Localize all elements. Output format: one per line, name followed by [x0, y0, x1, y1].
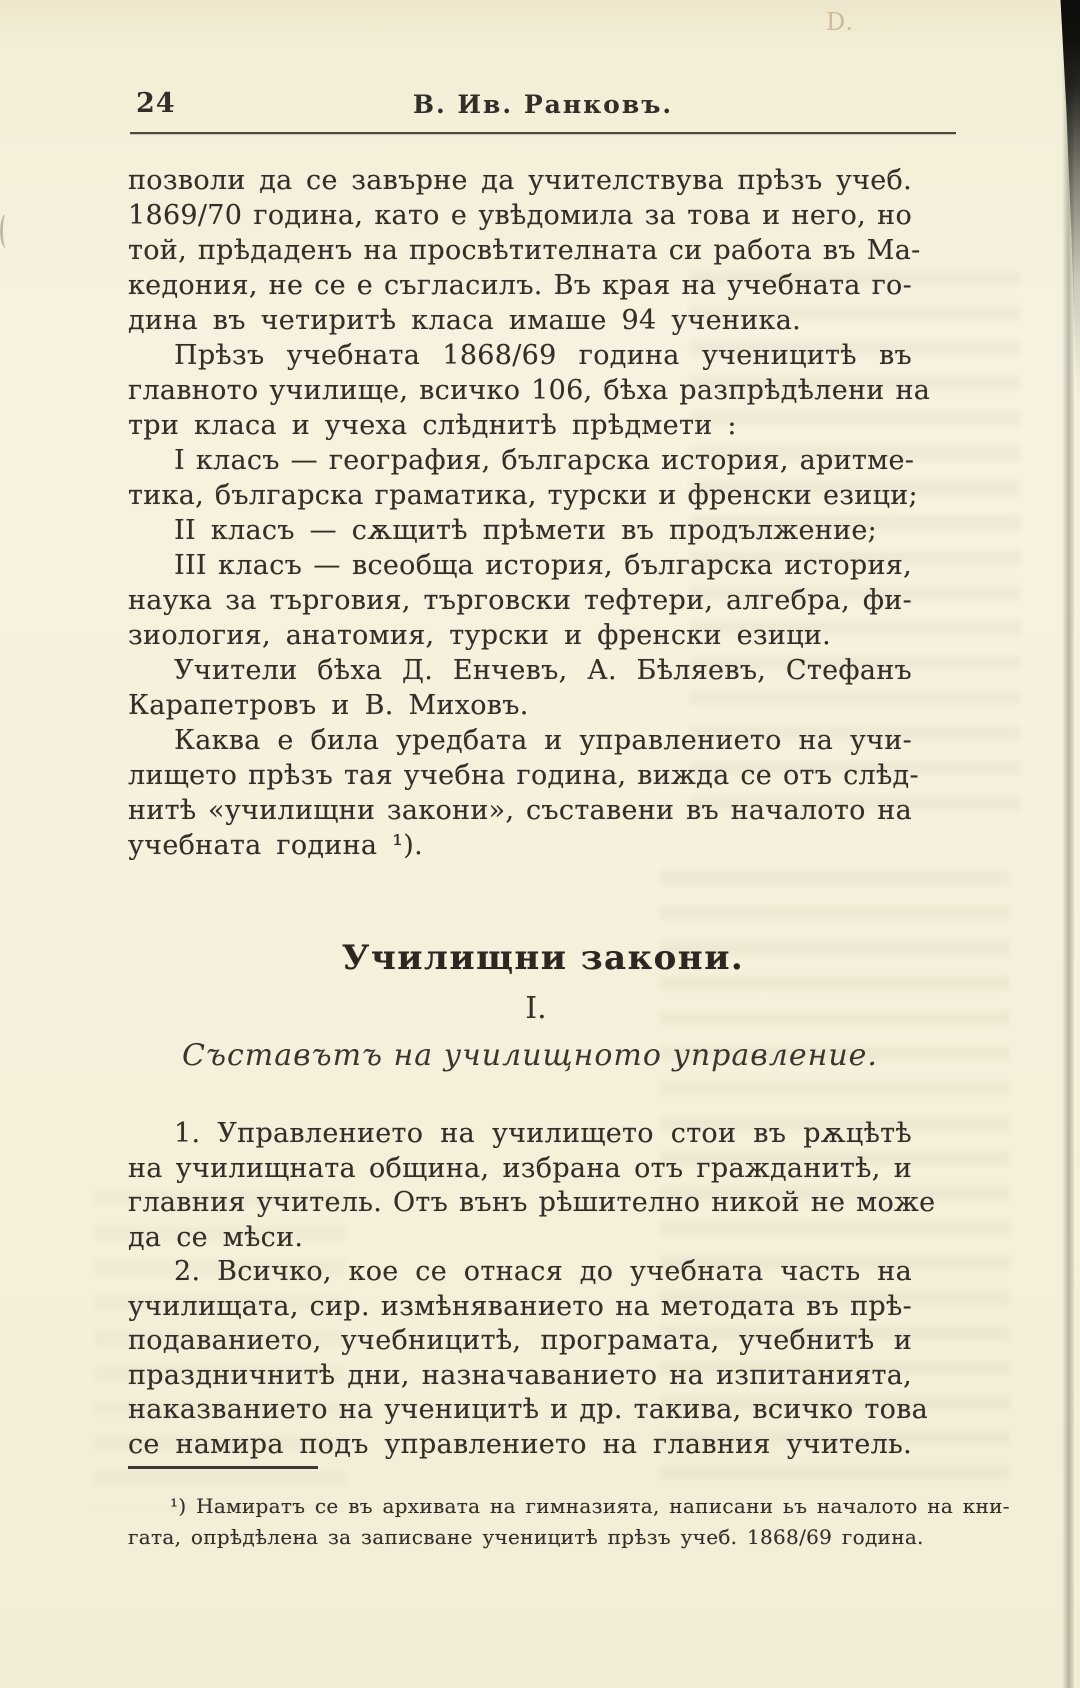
header-rule	[130, 132, 956, 134]
text-line: Учители бѣха Д. Енчевъ, А. Бѣляевъ, Стефанъ	[174, 655, 912, 686]
text-line: Каква е била уредбата и управлението на учи-	[174, 725, 912, 756]
text-line: той, прѣдаденъ на просвѣтителната си работа въ Ма-	[128, 235, 921, 266]
text-line: училищата, сир. измѣняванието на методата въ прѣ-	[128, 1290, 912, 1322]
section-heading: Училищни закони.	[341, 938, 745, 978]
text-line: наука за търговия, търговски тефтери, алгебра, фи-	[128, 585, 912, 616]
text-line: Прѣзъ учебната 1868/69 година ученицитѣ въ	[174, 340, 912, 371]
text-line: да се мѣси.	[128, 1221, 304, 1253]
text-line: подаванието, учебницитѣ, програмата, учебнитѣ и	[128, 1325, 912, 1356]
left-edge-mark	[0, 214, 12, 248]
section-subtitle: Съставътъ на училищното управление.	[182, 1038, 878, 1073]
faint-corner-mark: D.	[826, 8, 855, 36]
page-header	[130, 88, 956, 122]
text-line: Карапетровъ и В. Миховъ.	[128, 690, 529, 721]
text-line: 2. Всичко, кое се отнася до учебната часть на	[174, 1256, 912, 1287]
text-line: лището прѣзъ тая учебна година, вижда се отъ слѣд-	[128, 760, 919, 791]
main-text-block	[128, 163, 931, 863]
text-line: 1. Управлението на училището стои въ рѫцѣтѣ	[174, 1118, 912, 1149]
text-line: I класъ — география, българска история, аритме-	[174, 445, 915, 476]
section-numeral: I.	[525, 991, 547, 1026]
text-line: тика, българска граматика, турски и френски езици;	[128, 480, 918, 511]
page-number: 24	[136, 88, 176, 119]
text-line: главния учитель. Отъ вънъ рѣшително никой не може	[128, 1187, 936, 1218]
text-line: позволи да се завърне да учителствува прѣзъ учеб.	[128, 165, 912, 196]
articles-text-block	[128, 1117, 936, 1462]
text-line: II класъ — сѫщитѣ прѣмети въ продължение;	[174, 515, 878, 546]
text-line: зиология, анатомия, турски и френски езици.	[128, 620, 832, 651]
text-line: дина въ четиритѣ класа имаше 94 ученика.	[128, 305, 801, 336]
text-line: три класа и учеха слѣднитѣ прѣдмети :	[128, 410, 737, 441]
text-line: праздничнитѣ дни, назначаванието на изпитанията,	[128, 1359, 912, 1391]
text-line: 1869/70 година, като е увѣдомила за това и него, но	[128, 200, 912, 231]
text-line: наказванието на ученицитѣ и др. такива, всичко това	[128, 1394, 929, 1425]
footnote	[128, 1491, 1010, 1553]
text-line: III класъ — всеобща история, българска история,	[174, 550, 912, 581]
footnote-line: ¹) Намиратъ се въ архивата на гимназията, написани ьъ началото на кни-	[170, 1494, 1010, 1518]
text-line: се намира подъ управлението на главния учитель.	[128, 1428, 912, 1460]
running-title: В. Ив. Ранковъ.	[412, 90, 674, 119]
footnote-line: гата, опрѣдѣлена за записване ученицитѣ прѣзъ учеб. 1868/69 година.	[128, 1525, 924, 1549]
text-line: на училищната община, избрана отъ гражданитѣ, и	[128, 1152, 912, 1184]
text-line: учебната година ¹).	[128, 830, 424, 861]
text-line: главното училище, всичко 106, бѣха разпрѣдѣлени на	[128, 375, 931, 406]
text-line: кедония, не се е съгласилъ. Въ края на учебната го-	[128, 270, 912, 301]
text-line: нитѣ «училищни закони», съставени въ началото на	[128, 795, 912, 826]
footnote-separator-rule	[128, 1466, 318, 1469]
